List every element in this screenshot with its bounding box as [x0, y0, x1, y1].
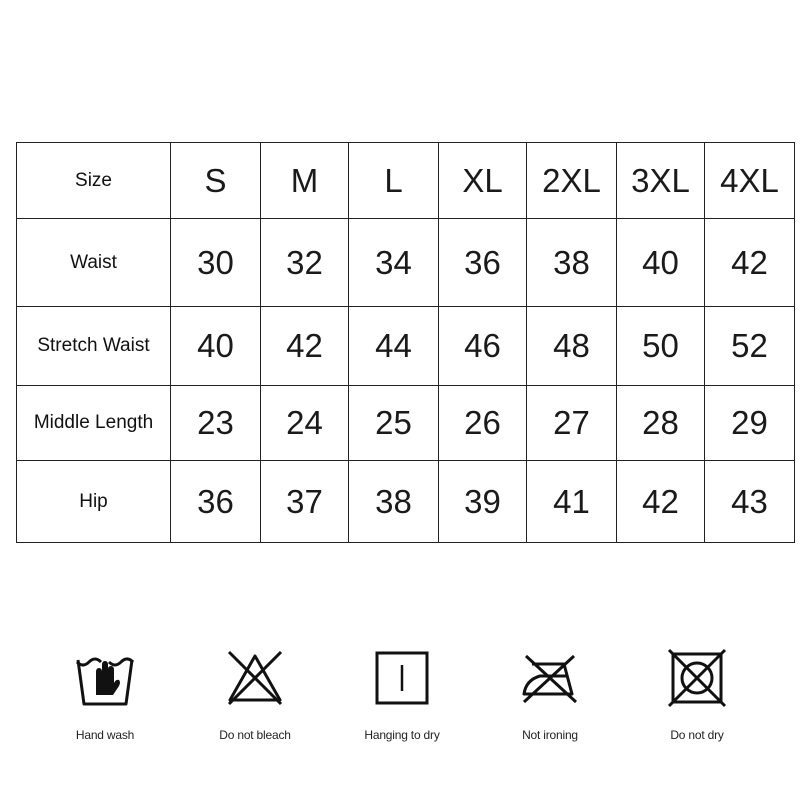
size-chart-table	[16, 142, 795, 543]
table-row-hip	[17, 461, 795, 543]
care-hand-wash	[45, 648, 165, 742]
table-cell: 46	[439, 307, 527, 386]
table-cell: 30	[171, 219, 261, 307]
do-not-iron-icon	[520, 648, 580, 708]
care-do-not-bleach	[195, 648, 315, 742]
care-not-ironing	[490, 648, 610, 742]
table-cell: 29	[705, 386, 795, 461]
row-label: Hip	[17, 461, 171, 543]
header-size-4xl: 4XL	[705, 143, 795, 219]
care-label: Do not bleach	[219, 728, 291, 742]
hand-wash-icon	[75, 648, 135, 708]
header-size-3xl: 3XL	[617, 143, 705, 219]
table-cell: 37	[261, 461, 349, 543]
header-size-xl: XL	[439, 143, 527, 219]
table-row-waist	[17, 219, 795, 307]
table-cell: 36	[171, 461, 261, 543]
table-cell: 38	[527, 219, 617, 307]
table-cell: 42	[705, 219, 795, 307]
table-cell: 27	[527, 386, 617, 461]
header-size-s: S	[171, 143, 261, 219]
table-header-row	[17, 143, 795, 219]
table-cell: 24	[261, 386, 349, 461]
header-size-2xl: 2XL	[527, 143, 617, 219]
row-label: Stretch Waist	[17, 307, 171, 386]
care-hang-dry	[342, 648, 462, 742]
header-size-label: Size	[17, 143, 171, 219]
table-cell: 36	[439, 219, 527, 307]
care-label: Not ironing	[522, 728, 578, 742]
table-cell: 43	[705, 461, 795, 543]
care-label: Do not dry	[670, 728, 724, 742]
table-cell: 39	[439, 461, 527, 543]
table-cell: 42	[261, 307, 349, 386]
row-label: Middle Length	[17, 386, 171, 461]
table-cell: 41	[527, 461, 617, 543]
table-cell: 52	[705, 307, 795, 386]
table-cell: 32	[261, 219, 349, 307]
table-cell: 44	[349, 307, 439, 386]
table-row-middle-length	[17, 386, 795, 461]
table-cell: 25	[349, 386, 439, 461]
care-label: Hanging to dry	[364, 728, 440, 742]
do-not-dry-icon	[667, 648, 727, 708]
header-size-l: L	[349, 143, 439, 219]
table-cell: 23	[171, 386, 261, 461]
row-label: Waist	[17, 219, 171, 307]
table-cell: 48	[527, 307, 617, 386]
do-not-bleach-icon	[225, 648, 285, 708]
header-size-m: M	[261, 143, 349, 219]
table-cell: 42	[617, 461, 705, 543]
table-cell: 26	[439, 386, 527, 461]
hang-dry-icon	[372, 648, 432, 708]
table-cell: 38	[349, 461, 439, 543]
table-cell: 50	[617, 307, 705, 386]
table-cell: 40	[171, 307, 261, 386]
table-cell: 34	[349, 219, 439, 307]
care-label: Hand wash	[75, 728, 135, 742]
table-cell: 40	[617, 219, 705, 307]
table-cell: 28	[617, 386, 705, 461]
care-do-not-dry	[637, 648, 757, 742]
table-row-stretch-waist	[17, 307, 795, 386]
